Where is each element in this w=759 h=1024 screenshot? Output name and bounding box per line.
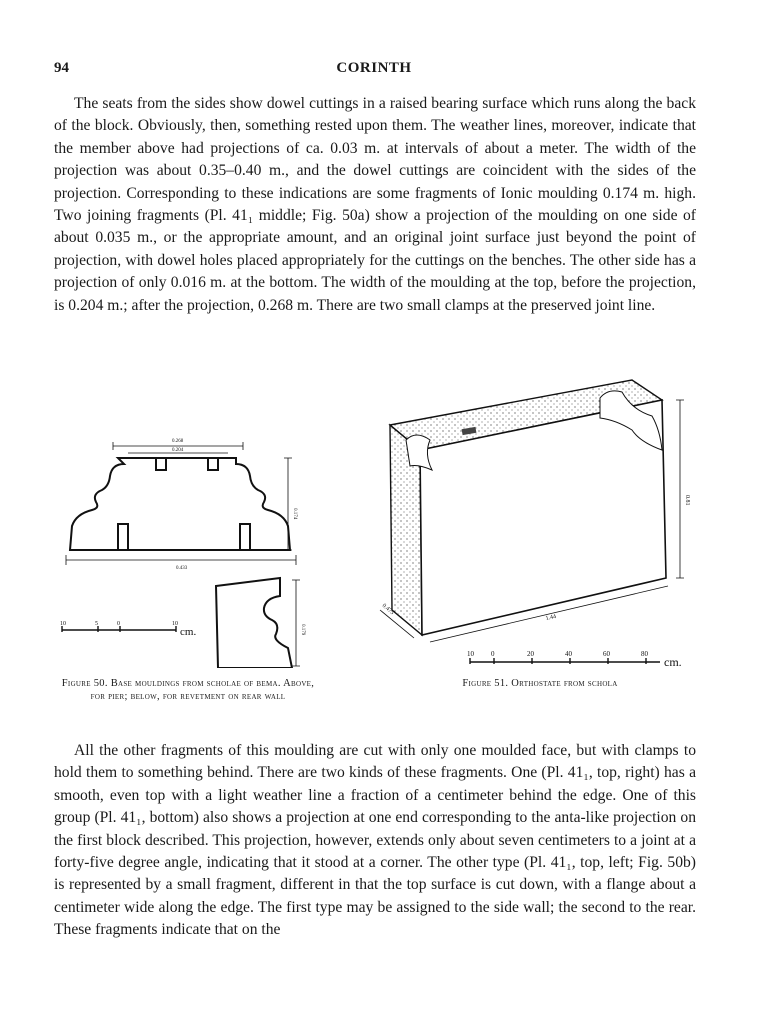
dim-label-bottom: 0.433 bbox=[176, 566, 188, 571]
dim-label-top-inner: 0.204 bbox=[172, 448, 184, 453]
dowel-cutting-right bbox=[208, 458, 218, 470]
scale-unit: cm. bbox=[180, 626, 197, 638]
figure-51-caption-text: Figure 51. Orthostate from schola bbox=[462, 678, 618, 689]
figure-51-drawing bbox=[370, 370, 700, 670]
scale-tick-3: 20 bbox=[527, 650, 534, 658]
scale-tick-3: 0 bbox=[117, 621, 120, 627]
scale-tick-6: 80 bbox=[641, 650, 648, 658]
page-number: 94 bbox=[54, 60, 69, 76]
dim-label-height: 0.174 bbox=[292, 508, 297, 520]
figure-51-caption bbox=[410, 677, 670, 690]
scale-tick-1: 10 bbox=[60, 621, 66, 627]
figure-51-scale bbox=[470, 658, 660, 664]
dim-height bbox=[284, 458, 292, 550]
dim-label-length: 1.44 bbox=[545, 613, 557, 622]
paragraph-1 bbox=[54, 93, 696, 317]
figure-50-caption bbox=[58, 677, 318, 703]
figure-51 bbox=[370, 370, 700, 670]
figure-50 bbox=[58, 428, 308, 668]
dowel-bottom-right bbox=[240, 524, 250, 550]
paragraph-2 bbox=[54, 740, 696, 942]
scale-unit: cm. bbox=[664, 655, 682, 669]
figure-50-drawing bbox=[58, 428, 308, 668]
dim-label-top-outer: 0.268 bbox=[172, 439, 184, 444]
running-title: CORINTH bbox=[336, 60, 412, 76]
dowel-cutting-left bbox=[156, 458, 166, 470]
scale-tick-1: 10 bbox=[467, 650, 474, 658]
dim-label-small-height: 0.179 bbox=[300, 624, 305, 636]
scale-tick-2: 5 bbox=[95, 621, 98, 627]
dim-label-height: 0.81 bbox=[684, 495, 690, 506]
dowel-bottom-left bbox=[118, 524, 128, 550]
dim-height-line bbox=[676, 400, 684, 578]
scale-tick-4: 40 bbox=[565, 650, 572, 658]
dim-bottom bbox=[66, 555, 296, 565]
page-header bbox=[54, 60, 694, 82]
scale-tick-2: 0 bbox=[491, 650, 495, 658]
figure-50-caption-text: Figure 50. Base mouldings from scholae of bema. Above, for pier; below, for revetment on rear wall bbox=[61, 678, 315, 702]
paragraph-1-text: The seats from the sides show dowel cuttings in a raised bearing surface which runs along the back of the block. Obviously, then, something rested upon them. The weather lines, moreover, indicate that the member above had projections of ca. 0.03 m. at intervals of about a meter. The width of the projection was about 0.35–0.40 m., and the dowel cuttings are coincident with the sides of the projection. Corresponding to these indications are some fragments of Ionic moulding 0.174 m. high. Two joining fragments (Pl. 41₁ middle; Fig. 50a) show a projection of the moulding on one side of about 0.035 m., or the appropriate amount, and an original joint surface just beyond the point of projection, with dowel holes placed appropriately for the cuttings on the benches. The other side has a projection of only 0.016 m. at the bottom. The width of the moulding at the top, before the projection, is 0.204 m.; after the projection, 0.268 m. There are two small clamps at the preserved joint line. bbox=[54, 95, 696, 314]
revetment-moulding-profile bbox=[216, 578, 292, 668]
scale-tick-5: 60 bbox=[603, 650, 610, 658]
dim-label-depth: 0.475 bbox=[380, 602, 395, 617]
paragraph-2-text: All the other fragments of this moulding are cut with only one moulded face, but with clamps to hold them to something behind. There are two kinds of these fragments. One (Pl. 41₁, top, right) has a smooth, even top with a light weather line a fraction of a centimeter behind the edge. One of this group (Pl. 41₁, bottom) also shows a projection at one end corresponding to the anta-like projection on the first block described. This projection, however, extends only about seven centimeters to a joint at a forty-five degree angle, indicating that it stood at a corner. The other type (Pl. 41₁, top, left; Fig. 50b) is represented by a small fragment, different in that the top surface is cut down, with a flange about a centimeter wide along the edge. The first type may be assigned to the side wall; the second to the rear. These fragments indicate that on the bbox=[54, 742, 696, 939]
pier-moulding-profile bbox=[70, 458, 290, 550]
scale-tick-4: 10 bbox=[172, 621, 178, 627]
